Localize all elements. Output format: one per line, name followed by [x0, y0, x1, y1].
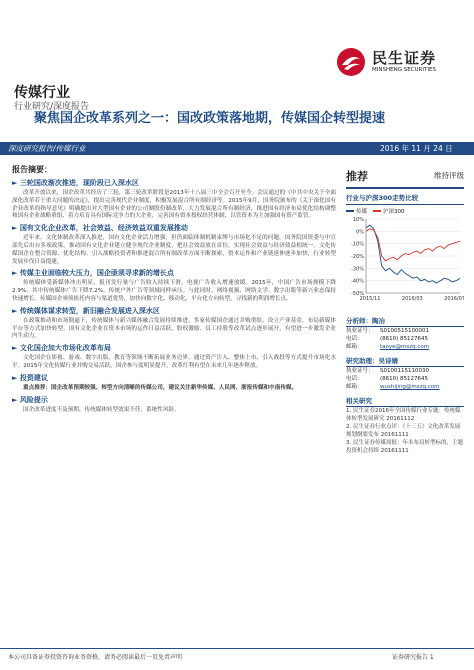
y-tick-label: -10% — [351, 241, 364, 248]
footer-divider — [0, 648, 474, 649]
brand-logo — [336, 44, 461, 80]
assistant-heading: 研究助理：吴诗婧 — [346, 355, 464, 367]
x-tick-label: 2016/07 — [444, 296, 464, 302]
chart-legend — [346, 207, 464, 215]
x-tick-label: 2015/11 — [359, 296, 381, 302]
info-row — [346, 335, 464, 343]
y-tick-label: 10% — [352, 217, 364, 223]
risk-text: 国企改革进度不及预期，传统媒体转型效果不佳，系统性风险。 — [23, 406, 180, 413]
info-value: S0100515100001 — [380, 328, 429, 334]
info-row — [346, 327, 464, 335]
section-text: 近年来，文化体制改革深入推进，国有文化企业活力增强，但仍面临体制机制束缚与市场化不足的问题。国务院国资委与中宣部先后出台多项政策，推动国有文化企业建立健全现代企业制度，把社会效益放在首位，实现社会效益与经济效益相统一。文化传媒国企在整合资源、优化结构、引入战略投资者和推进混合所有制改革方面不断探索，资本运作和产业链延伸逐步加快，行业转型发展步伐日益提速。 — [12, 235, 336, 265]
info-key: 电话： — [346, 336, 363, 342]
info-key: 电话： — [346, 376, 363, 382]
y-tick-label: 0% — [356, 229, 364, 236]
sidebar — [346, 164, 464, 455]
main-column — [12, 164, 336, 414]
industry-label: 传媒行业 — [14, 85, 70, 101]
section-text: 改革开放以来，国企改革共经历了三轮，第三轮改革阶段是2013年十八届三中全会召开至今。会议通过的《中共中央关于全面深化改革若干重大问题的决定》，提出完善现代企业制度，积极发展混合所有制经济等。2015年9月，国务院颁布的《关于深化国有企业改革的指导意见》明确提出对大型国有企业的公司制股份制改革，大力发展混合所有制经济，推进国有经济布局优化结构调整和国有企业战略重组，着力培育具有国际竞争力的大企业，完善国有资本授权经营体制，以管资本为主加强国有资产监管。 — [12, 190, 336, 220]
rating-box — [346, 164, 464, 189]
section-heading: ► 传媒主业面临较大压力，国企亟须寻求新的增长点 — [12, 269, 174, 278]
section-heading: ► 文化国企加大市场化改革布局 — [12, 344, 111, 353]
chart-heading: 行业与沪深300走势比较 — [346, 191, 464, 205]
band-date: 2016 年 11 月 24 日 — [380, 144, 453, 153]
legend-item: 沪深300 — [373, 207, 405, 215]
email-link[interactable]: wushijing@mszq.com — [380, 384, 440, 390]
y-tick-label: -50% — [351, 291, 364, 297]
invest-text: 重点推荐：国企改革预期较强、转型方向清晰的传媒公司，建议关注新华传媒、人民网、浙报传媒和中南传媒。 — [23, 384, 298, 391]
info-value: (8610) 85127645 — [380, 376, 429, 382]
email-link[interactable]: taoye@mszq.com — [380, 344, 430, 350]
risk-heading: ► 风险提示 — [12, 395, 48, 404]
section-heading: ► 三轮国改渐次推进，现阶段已入深水区 — [12, 179, 139, 187]
invest-heading: ► 投资建议 — [12, 373, 48, 382]
legend-item: 传媒 — [346, 207, 367, 215]
info-key: 邮箱： — [346, 384, 363, 390]
section-text: 传统媒体受新媒体冲击明显，报刊发行量与广告收入持续下滑，电视广告收入增速放缓。2015年，中国广告市场规模下降2.9%，其中传统媒体广告下降7.2%，传统户外广告等领域同样承压。与此同时，网络视频、网络文学、数字出版等新兴业态保持快速增长。传媒国企亟须依托内容与渠道优势，加快向数字化、移动化、平台化方向转型，寻找新的利润增长点。 — [12, 280, 336, 302]
y-tick-label: -20% — [351, 254, 364, 260]
summary-heading: 报告摘要： — [12, 165, 52, 174]
report-type: 行业研究/深度报告 — [14, 102, 90, 112]
info-row — [346, 383, 464, 391]
section-text: 在政策推动和市场倒逼下，传统媒体与新兴媒体融合发展持续推进，多家传媒国企通过并购重组、设立产业基金、布局新媒体平台等方式加快转型。国有文化企业在资本市场的运作日益活跃，股权激励、员工持股等改革试点逐步展开，有望进一步激发企业内生动力。 — [12, 317, 336, 340]
info-row — [346, 367, 464, 375]
rating-keep: 维持评级 — [434, 171, 464, 180]
trend-chart — [346, 215, 464, 307]
related-item[interactable]: 2. 民生证券行业点评：《十三五》文化改革发展规划纲要发布 20161111 — [346, 424, 461, 438]
section-heading: ► 国有文化企业改革，社会效益、经济效益双重发展推动 — [12, 224, 188, 233]
related-item[interactable]: 1. 民生证券2016年全国传媒行业专题：传统媒体转型发展研究 20161112 — [346, 408, 461, 422]
analyst-heading: 分析师：陶冶 — [346, 315, 464, 327]
analyst-info — [346, 327, 464, 351]
footer-disclaimer: 本公司具备证券投资咨询业务资格，请务必阅读最后一页免责声明 — [8, 654, 183, 661]
rating-label: 推荐 — [346, 169, 368, 183]
footer-page: 证券研究报告 1 — [392, 654, 434, 661]
info-key: 执业证号： — [346, 368, 374, 374]
related-list — [346, 407, 464, 455]
section-heading: ► 传统媒体谋求转型，新旧融合发展进入深水区 — [12, 306, 160, 315]
related-item[interactable]: 3. 民生证券传媒周报：年末布局转型标的，主题投资机会持续 20161111 — [346, 440, 463, 454]
info-key: 执业证号： — [346, 328, 374, 334]
y-tick-label: -30% — [351, 266, 364, 273]
info-row — [346, 375, 464, 383]
band-category: 深度研究报告/传媒行业 — [8, 144, 86, 153]
brand-name-en: MINSHENG SECURITIES — [372, 67, 436, 73]
info-key: 邮箱： — [346, 344, 363, 350]
legend-swatch — [373, 210, 381, 212]
info-row — [346, 343, 464, 351]
legend-swatch — [346, 210, 354, 212]
related-heading: 相关研究 — [346, 395, 464, 407]
section-text: 文化国企在影视、游戏、数字出版、教育等领域不断拓展业务边界，通过资产注入、整体上市、引入战投等方式提升市场化水平。2015年文化传媒行业并购交易活跃，国企参与度明显提升，改革红利有望在未来几年逐步释放。 — [12, 355, 336, 369]
info-value: S0100115110030 — [380, 368, 429, 374]
report-title: 聚焦国企改革系列之一：国改政策落地期，传媒国企转型提速 — [34, 111, 386, 126]
info-value: (8610) 85127645 — [380, 336, 429, 342]
x-tick-label: 2016/03 — [401, 296, 423, 302]
brand-name-cn: 民生证券 — [372, 49, 437, 67]
assistant-info — [346, 367, 464, 391]
series-line — [366, 225, 460, 283]
minsheng-logo-icon — [336, 47, 366, 77]
y-tick-label: -40% — [351, 278, 364, 285]
